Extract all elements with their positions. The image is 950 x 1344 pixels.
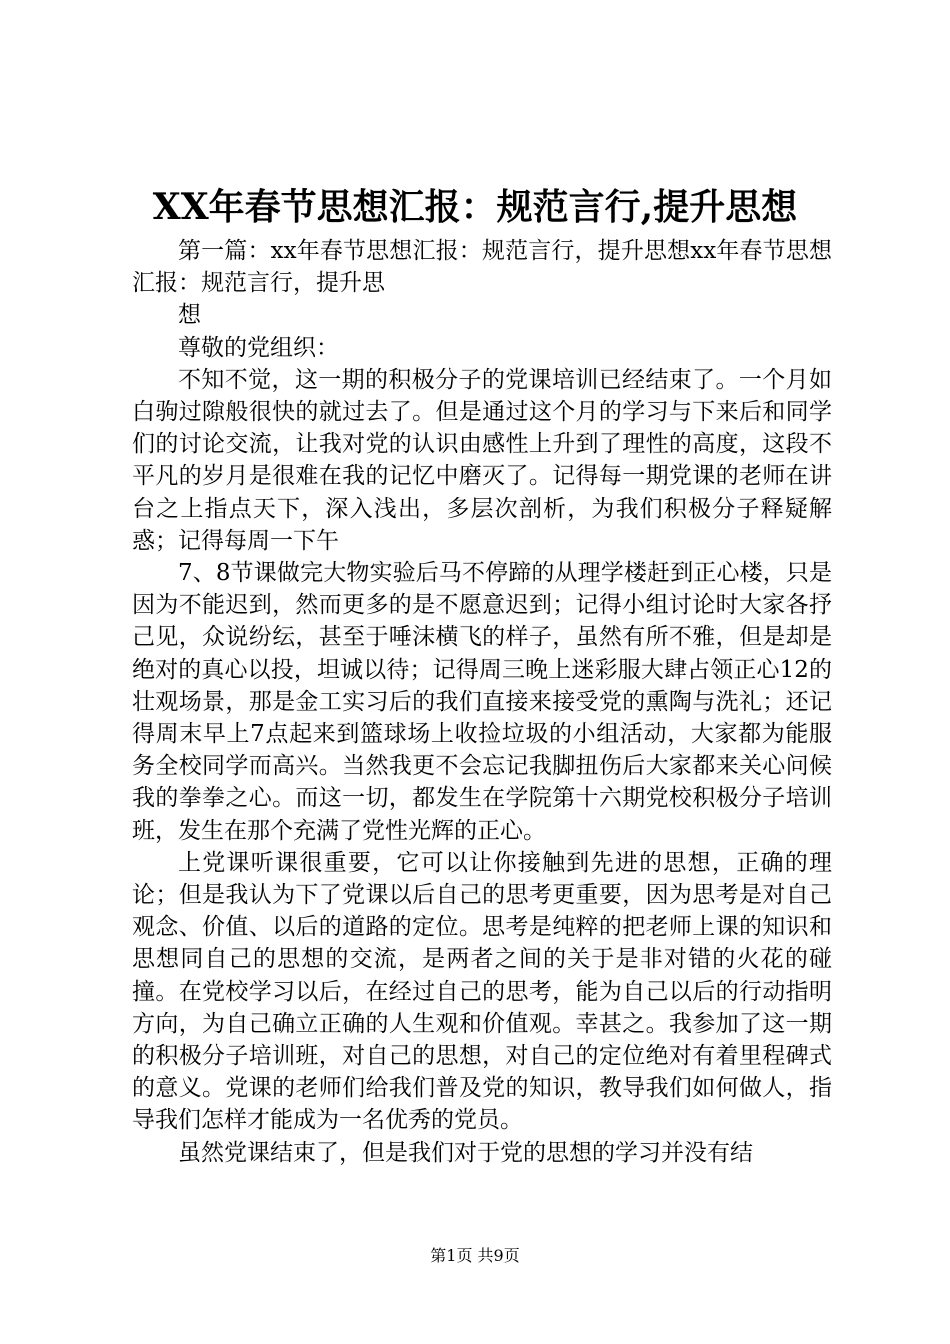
paragraph-body: 上党课听课很重要，它可以让你接触到先进的思想，正确的理论；但是我认为下了党课以后自己的思考更重要，因为思考是对自己观念、价值、以后的道路的定位。思考是纯粹的把老师上课的知识和思想同自己的思想的交流，是两者之间的关于是非对错的火花的碰撞。在党校学习以后，在经过自己的思考，能为自己以后的行动指明方向，为自己确立正确的人生观和价值观。幸甚之。我参加了这一期的积极分子培训班，对自己的思想，对自己的定位绝对有着里程碑式的意义。党课的老师们给我们普及党的知识，教导我们如何做人，指导我们怎样才能成为一名优秀的党员。 bbox=[132, 849, 832, 1134]
paragraph-heading-continuation: 想 bbox=[178, 302, 201, 329]
paragraph-body: 不知不觉，这一期的积极分子的党课培训已经结束了。一个月如白驹过隙般很快的就过去了。但是通过这个月的学习与下来后和同学们的讨论交流，让我对党的认识由感性上升到了理性的高度，这段不平凡的岁月是很难在我的记忆中磨灭了。记得每一期党课的老师在讲台之上指点天下，深入浅出，多层次剖析，为我们积极分子释疑解惑；记得每周一下午 bbox=[132, 366, 832, 554]
paragraph-body: 虽然党课结束了，但是我们对于党的思想的学习并没有结 bbox=[178, 1139, 753, 1166]
paragraph-heading-line: 第一篇：xx年春节思想汇报：规范言行，提升思想xx年春节思想汇报：规范言行，提升思 bbox=[132, 238, 832, 297]
document-body bbox=[132, 235, 832, 1169]
page-number-footer: 第1页 共9页 bbox=[430, 1246, 520, 1265]
document-title: XX年春节思想汇报：规范言行,提升思想 bbox=[152, 186, 798, 228]
paragraph-body: 7、8节课做完大物实验后马不停蹄的从理学楼赶到正心楼，只是因为不能迟到，然而更多的是不愿意迟到；记得小组讨论时大家各抒己见，众说纷纭，甚至于唾沫横飞的样子，虽然有所不雅，但是却是绝对的真心以投，坦诚以待；记得周三晚上迷彩服大肆占领正心12的壮观场景，那是金工实习后的我们直接来接受党的熏陶与洗礼；还记得周末早上7点起来到篮球场上收捡垃圾的小组活动，大家都为能服务全校同学而高兴。当然我更不会忘记我脚扭伤后大家都来关心问候我的拳拳之心。而这一切，都发生在学院第十六期党校积极分子培训班，发生在那个充满了党性光辉的正心。 bbox=[132, 560, 832, 844]
paragraph-salutation: 尊敬的党组织： bbox=[178, 334, 339, 361]
